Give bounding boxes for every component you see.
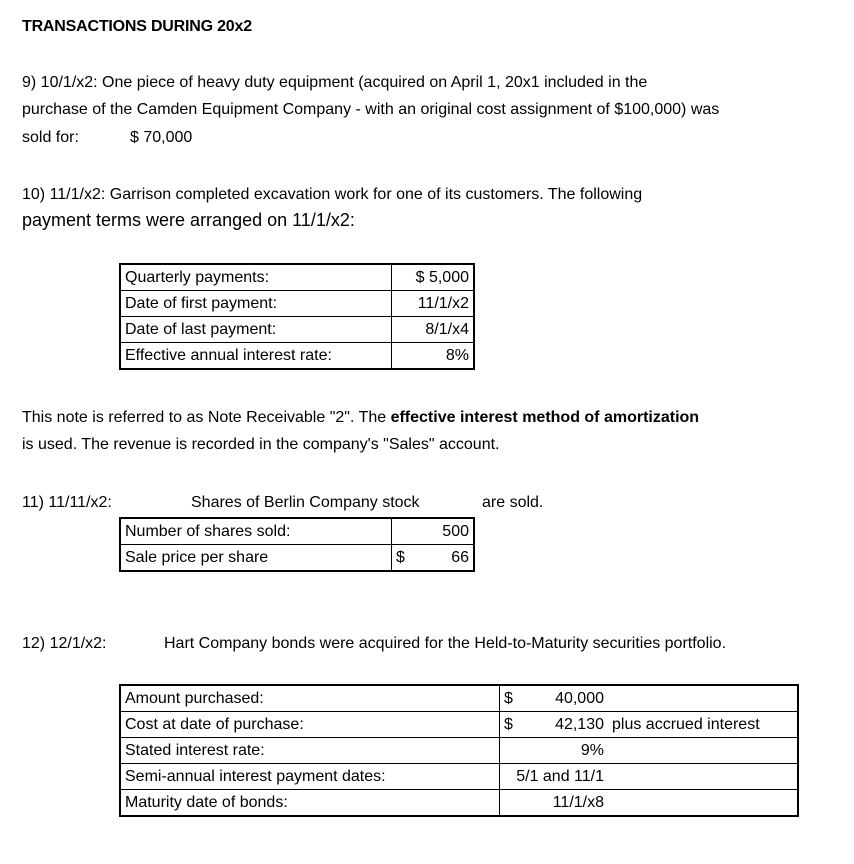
table-row: [120, 518, 474, 545]
t10-note-bold: effective interest method of amortization: [390, 409, 700, 426]
table-row: [120, 343, 474, 370]
table-row: [120, 685, 798, 712]
t10-label-2: Date of first payment:: [120, 291, 392, 317]
t9-sold-amount: $ 70,000: [130, 129, 193, 146]
t12-cur-1: $: [500, 685, 529, 712]
table-row: [120, 764, 798, 790]
t11-value-2: 66: [414, 545, 474, 572]
t10-value-2: 11/1/x2: [392, 291, 475, 317]
t12-cur-2: $: [500, 712, 529, 738]
t12-extra-5: [608, 790, 798, 817]
t12-label-2: Cost at date of purchase:: [120, 712, 500, 738]
t12-lead: 12) 12/1/x2:: [22, 635, 107, 652]
t11-value-1: 500: [414, 518, 474, 545]
t10-label-4: Effective annual interest rate:: [120, 343, 392, 370]
t12-value-3: 9%: [528, 738, 608, 764]
t10-payment-terms-table: [119, 263, 475, 370]
t11-sale-table: [119, 517, 475, 572]
table-row: [120, 264, 474, 291]
t10-line2: payment terms were arranged on 11/1/x2:: [22, 210, 355, 230]
t12-value-4: 5/1 and 11/1: [500, 764, 609, 790]
t12-label-4: Semi-annual interest payment dates:: [120, 764, 500, 790]
t10-value-1: $ 5,000: [392, 264, 475, 291]
t10-value-3: 8/1/x4: [392, 317, 475, 343]
t12-value-5: 11/1/x8: [528, 790, 608, 817]
table-row: [120, 317, 474, 343]
t11-label-1: Number of shares sold:: [120, 518, 392, 545]
t9-line2: purchase of the Camden Equipment Company - with an original cost assignment of $100,000) was: [22, 101, 720, 118]
t10-line1: 10) 11/1/x2: Garrison completed excavation work for one of its customers. The following: [22, 186, 643, 203]
t12-label-5: Maturity date of bonds:: [120, 790, 500, 817]
t12-extra-2: plus accrued interest: [608, 712, 798, 738]
page-title: TRANSACTIONS DURING 20x2: [22, 18, 252, 35]
t10-note-line1: [22, 404, 699, 431]
t10-note-line2: is used. The revenue is recorded in the company's "Sales" account.: [22, 436, 500, 453]
t11-tail: are sold.: [482, 494, 544, 511]
t12-bond-table: [119, 684, 799, 817]
t10-value-4: 8%: [392, 343, 475, 370]
t11-cur-2: $: [392, 545, 415, 572]
t12-cur-5: [500, 790, 529, 817]
table-row: [120, 738, 798, 764]
t10-label-3: Date of last payment:: [120, 317, 392, 343]
t11-mid: Shares of Berlin Company stock: [191, 494, 420, 511]
table-row: [120, 712, 798, 738]
t10-label-1: Quarterly payments:: [120, 264, 392, 291]
t12-label-3: Stated interest rate:: [120, 738, 500, 764]
t12-extra-3: [608, 738, 798, 764]
table-row: [120, 790, 798, 817]
t12-value-2: 42,130: [528, 712, 608, 738]
t12-extra-4: [608, 764, 798, 790]
t11-label-2: Sale price per share: [120, 545, 392, 572]
table-row: [120, 291, 474, 317]
t10-note-a: This note is referred to as Note Receivable "2". The: [22, 409, 391, 426]
t12-cur-3: [500, 738, 529, 764]
t9-sold-label: sold for:: [22, 129, 79, 146]
t11-cur-1: [392, 518, 415, 545]
t12-text: Hart Company bonds were acquired for the Held-to-Maturity securities portfolio.: [164, 635, 727, 652]
t11-lead: 11) 11/11/x2:: [22, 494, 112, 511]
t12-value-1: 40,000: [528, 685, 608, 712]
table-row: [120, 545, 474, 572]
t12-label-1: Amount purchased:: [120, 685, 500, 712]
t12-extra-1: [608, 685, 798, 712]
t9-line1: 9) 10/1/x2: One piece of heavy duty equipment (acquired on April 1, 20x1 included in the: [22, 74, 648, 91]
